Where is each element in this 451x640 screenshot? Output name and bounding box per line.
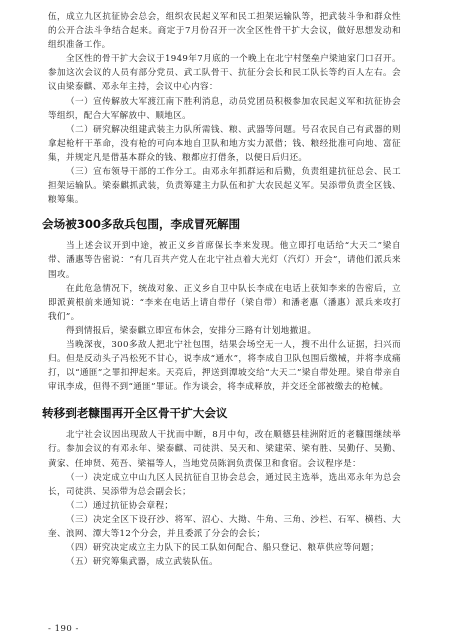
section-siege xyxy=(48,239,401,394)
paragraph: 得到情报后，梁泰麒立即宣布休会，安排分三路有计划地撤退。 xyxy=(66,325,317,336)
paragraph: 当晚深夜，300多敌人把北宁社包围，结果会场空无一人，搜不出什么证据，扫兴而归。但是反动头子冯松死不甘心，说李成“通水”，将李成自卫队包围后缴械，并将李成痛打，以“通匪”之罪扣押起来。天亮后，押送到潭坡交给“大天二”梁自带处理。梁自带亲自审讯李成，但得不到“通匪”罪证。作为谈会，将李成释放，并交还全部被缴去的枪械。 xyxy=(48,339,401,393)
paragraph: 北宁社会议因出现敌人干扰而中断，8月中旬，改在顺德县桂洲附近的老糠围继续举行。参加会议的有邓永年、梁泰麒、司徒洪、吴天和、梁建荣、梁有胜、吴勤仔、吴勤、黄家、任坤贤、苑吾、梁福等人，当地党员陈润负责保卫和食宿。会议程序是： xyxy=(48,430,401,469)
paragraph: （一）宣传解放大军渡江南下胜利消息，动员党团员积极参加农民起义军和抗征协会等组织，配合大军解放中、顺地区。 xyxy=(48,96,401,121)
paragraph: 在此危急情况下，统战对象、正义乡自卫中队长李成在电话上获知李来的告密后，立即派黄根前来通知说：“李来在电话上请自带仔（梁自带）和潘老惠（潘惠）派兵来攻打我们”。 xyxy=(48,283,401,322)
paragraph: 全区性的骨干扩大会议于1949年7月底的一个晚上在北宁村堡垒户梁迪家门口召开。参加这次会议的人员有部分党员、武工队骨干、抗征分会长和民工队长等约百人左右。会议由梁泰麒、邓永年主持，会议中心内容： xyxy=(48,54,401,93)
paragraph: 当上述会议开到中途，被正义乡首席保长李来发现。他立即打电话给“大天二”梁自带、潘惠等告密说：“有几百共产党人在北宁社点着大光灯（汽灯）开会”，请他们派兵来围攻。 xyxy=(48,241,401,280)
paragraph: （一）决定成立中山九区人民抗征自卫协会总会，通过民主选举，选出邓永年为总会长，司徒洪、吴添带为总会副会长； xyxy=(48,472,401,497)
section-heading: 转移到老糠围再开全区骨干扩大会议 xyxy=(42,406,228,421)
page-number: - 190 - xyxy=(48,624,79,634)
paragraph: 伍，成立九区抗征协会总会，组织农民起义军和民工担架运输队等，把武装斗争和群众性的公开合法斗争结合起来。商定于7月份召开一次全区性骨干扩大会议，做好思想发动和组织准备工作。 xyxy=(48,12,401,51)
paragraph: （三）宣布领导干部的工作分工。由邓永年抓群运和后勤，负责组建抗征总会、民工担架运输队。梁泰麒抓武装，负责筹建主力队伍和扩大农民起义军。吴添带负责全区钱、粮筹集。 xyxy=(48,167,401,206)
paragraph: （三）决定全区下设孖沙、将军、沼心、大拗、牛角、三角、沙栏、石军、横档、大奎、浪网、潭大等12个分会，并且委派了分会的会长； xyxy=(48,514,401,539)
section-intro xyxy=(48,10,401,207)
section-heading: 会场被300多敌兵包围，李成冒死解围 xyxy=(42,217,241,232)
paragraph: （五）研究筹集武器，成立武装队伍。 xyxy=(66,557,219,568)
section-meeting xyxy=(48,428,401,569)
paragraph: （四）研究决定成立主力队下的民工队如何配合、船只登记、粮草供应等问题； xyxy=(66,543,380,554)
paragraph: （二）研究解决组建武装主力队所需钱、粮、武器等问题。号召农民自己有武器的则拿起枪杆干革命，没有枪的可向本地自卫队和地方实力派借；钱、粮经批准可向地、富征集，并规定凡是借基本群众的钱、粮都应打借条，以便日后归还。 xyxy=(48,124,401,163)
paragraph: （二）通过抗征协会章程； xyxy=(66,500,174,511)
